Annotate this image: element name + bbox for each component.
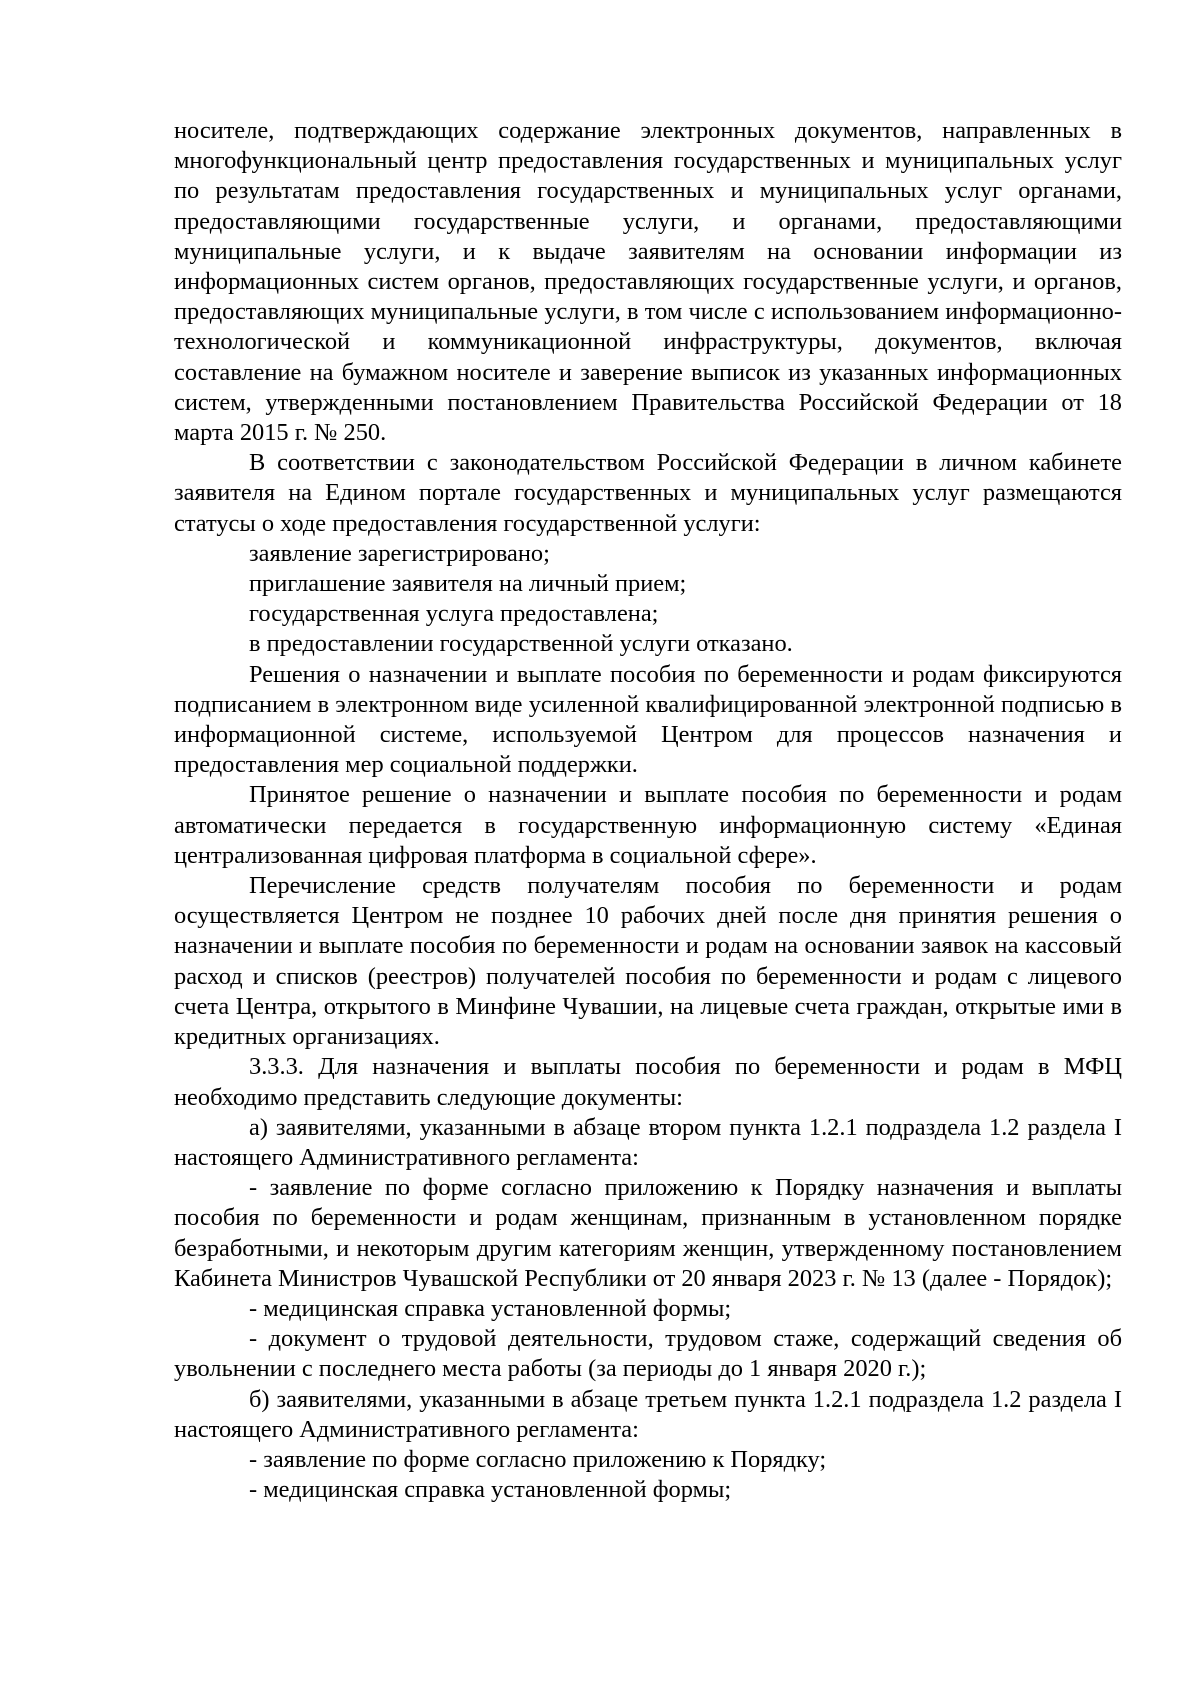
- paragraph-employment-document: - документ о трудовой деятельности, трудовом стаже, содержащий сведения об увольнении с последнего места работы (за периоды до 1 января 2020 г.);: [174, 1325, 1122, 1383]
- paragraph-section-3-3-3: 3.3.3. Для назначения и выплаты пособия по беременности и родам в МФЦ необходимо представить следующие документы:: [174, 1053, 1122, 1111]
- paragraph-decision-transfer: Принятое решение о назначении и выплате пособия по беременности и родам автоматически передается в государственную информационную систему «Единая централизованная цифровая платформа в социальной сфере».: [174, 781, 1122, 869]
- status-item-refused: в предоставлении государственной услуги отказано.: [249, 630, 793, 658]
- paragraph-item-b: б) заявителями, указанными в абзаце третьем пункта 1.2.1 подраздела 1.2 раздела I настоящего Административного регламента:: [174, 1385, 1122, 1443]
- paragraph-medical-certificate: - медицинская справка установленной формы;: [249, 1294, 732, 1322]
- status-item-provided: государственная услуга предоставлена;: [249, 600, 659, 628]
- paragraph-payment-transfer: Перечисление средств получателям пособия по беременности и родам осуществляется Центром не позднее 10 рабочих дней после дня принятия решения о назначении и выплате пособия по беременности и родам на основании заявок на кассовый расход и списков (реестров) получателей пособия по беременности и родам с лицевого счета Центра, открытого в Минфине Чувашии, на лицевые счета граждан, открытые ими в кредитных организациях.: [174, 872, 1122, 1051]
- paragraph-item-a: а) заявителями, указанными в абзаце втором пункта 1.2.1 подраздела 1.2 раздела I настоящего Административного регламента:: [174, 1113, 1122, 1171]
- paragraph-continuation: носителе, подтверждающих содержание электронных документов, направленных в многофункциональный центр предоставления государственных и муниципальных услуг по результатам предоставления государственных и муниципальных услуг органами, предоставляющими государственные услуги, и органами, предоставляющими муниципальные услуги, и к выдаче заявителям на основании информации из информационных систем органов, предоставляющих государственные услуги, и органов, предоставляющих муниципальные услуги, в том числе с использованием информационно-технологической и коммуникационной инфраструктуры, документов, включая составление на бумажном носителе и заверение выписок из указанных информационных систем, утвержденными постановлением Правительства Российской Федерации от 18 марта 2015 г. № 250.: [174, 117, 1122, 447]
- status-item-registered: заявление зарегистрировано;: [249, 539, 550, 567]
- paragraph-application-form: - заявление по форме согласно приложению к Порядку назначения и выплаты пособия по беременности и родам женщинам, признанным в установленном порядке безработными, и некоторым другим категориям женщин, утвержденному постановлением Кабинета Министров Чувашской Республики от 20 января 2023 г. № 13 (далее - Порядок);: [174, 1174, 1122, 1292]
- paragraph-decisions-signing: Решения о назначении и выплате пособия по беременности и родам фиксируются подписанием в электронном виде усиленной квалифицированной электронной подписью в информационной системе, используемой Центром для процессов назначения и предоставления мер социальной поддержки.: [174, 660, 1122, 779]
- paragraph-medical-certificate-b: - медицинская справка установленной формы;: [249, 1476, 732, 1504]
- status-item-invitation: приглашение заявителя на личный прием;: [249, 570, 687, 598]
- paragraph-application-form-b: - заявление по форме согласно приложению к Порядку;: [249, 1445, 827, 1473]
- paragraph-statuses-intro: В соответствии с законодательством Российской Федерации в личном кабинете заявителя на Едином портале государственных и муниципальных услуг размещаются статусы о ходе предоставления государственной услуги:: [174, 449, 1122, 537]
- document-page: [174, 116, 1122, 1505]
